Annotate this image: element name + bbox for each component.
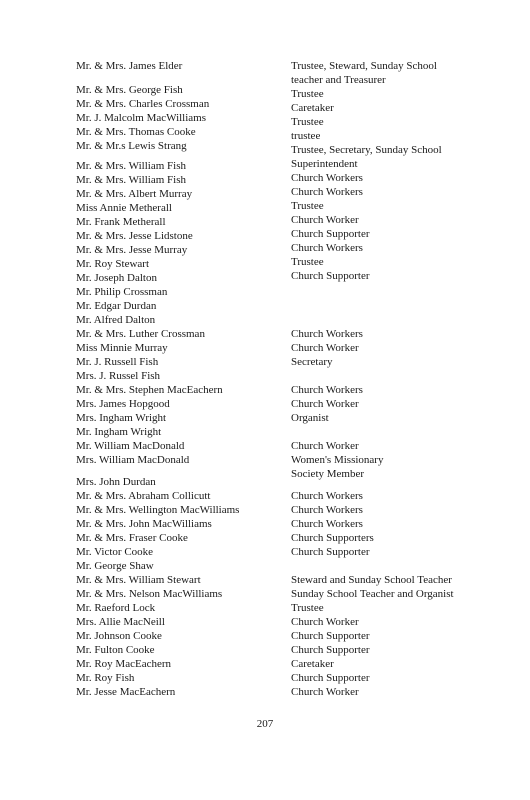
member-name: Mr. & Mrs. Jesse Murray [76,244,188,256]
member-role: Trustee [291,116,324,128]
member-name: Mr. Jesse MacEachern [76,686,176,698]
member-name: Mr. & Mrs. Wellington MacWilliams [76,504,240,516]
member-name: Mr. & Mr.s Lewis Strang [76,140,187,152]
member-name: Mr. Roy Fish [76,672,135,684]
member-role: Trustee [291,256,324,268]
member-name: Mr. & Mrs. Abraham Collicutt [76,490,211,502]
member-name: Mr. George Shaw [76,560,154,572]
member-name: Mr. Philip Crossman [76,286,168,298]
member-role: Church Workers [291,186,363,198]
member-name: Miss Annie Metherall [76,202,172,214]
member-name: Mr. J. Russell Fish [76,356,159,368]
member-name: Mr. Victor Cooke [76,546,154,558]
member-name: Mr. & Mrs. James Elder [76,60,183,72]
member-name: Mr. William MacDonald [76,440,185,452]
member-role: Church Supporter [291,644,370,656]
member-name: Mr. & Mrs. Albert Murray [76,188,193,200]
member-role: trustee [291,130,321,142]
member-name: Mr. J. Malcolm MacWilliams [76,112,207,124]
member-name: Mr. & Mrs. Luther Crossman [76,328,205,340]
member-role: Church Supporter [291,546,370,558]
member-name: Mrs. Allie MacNeill [76,616,165,628]
member-role: Trustee, Secretary, Sunday School [291,144,442,156]
member-role: Church Worker [291,342,359,354]
member-name: Mr. Alfred Dalton [76,314,156,326]
member-name: Mrs. Ingham Wright [76,412,167,424]
member-role: Organist [291,412,329,424]
member-role: Church Workers [291,172,363,184]
member-role: Church Worker [291,686,359,698]
member-name: Mr. & Mrs. Nelson MacWilliams [76,588,223,600]
member-name: Mr. Joseph Dalton [76,272,157,284]
member-role: Church Supporter [291,228,370,240]
member-role: Church Workers [291,384,363,396]
member-name: Mr. Fulton Cooke [76,644,155,656]
member-role: Sunday School Teacher and Organist [291,588,454,600]
member-name: Mr. Johnson Cooke [76,630,162,642]
member-name: Mrs. J. Russel Fish [76,370,161,382]
member-name: Mr. & Mrs. Fraser Cooke [76,532,188,544]
member-role: Church Worker [291,398,359,410]
member-role: Secretary [291,356,333,368]
member-role: Trustee, Steward, Sunday School [291,60,437,72]
member-role: Church Worker [291,440,359,452]
member-name: Mr. Ingham Wright [76,426,162,438]
member-role: Trustee [291,200,324,212]
member-role: Church Supporters [291,532,374,544]
member-name: Mr. Raeford Lock [76,602,156,614]
member-role: Church Workers [291,328,363,340]
member-name: Mr. Frank Metherall [76,216,166,228]
member-role: Society Member [291,468,365,480]
member-role: teacher and Treasurer [291,74,386,86]
member-name: Mr. & Mrs. Charles Crossman [76,98,210,110]
member-role: Superintendent [291,158,358,170]
member-name: Miss Minnie Murray [76,342,168,354]
member-role: Church Worker [291,214,359,226]
member-name: Mr. Roy MacEachern [76,658,171,670]
member-name: Mr. & Mrs. William Fish [76,174,186,186]
member-role: Trustee [291,88,324,100]
member-role: Church Supporter [291,672,370,684]
member-role: Church Workers [291,504,363,516]
member-role: Church Supporter [291,630,370,642]
member-role: Church Supporter [291,270,370,282]
member-name: Mr. & Mrs. Thomas Cooke [76,126,196,138]
member-name: Mrs. John Durdan [76,476,156,488]
member-name: Mr. & Mrs. Jesse Lidstone [76,230,193,242]
member-name: Mr. & Mrs. Stephen MacEachern [76,384,223,396]
member-role: Steward and Sunday School Teacher [291,574,452,586]
member-name: Mr. & Mrs. John MacWilliams [76,518,212,530]
member-role: Caretaker [291,658,334,670]
page-number: 207 [256,718,274,730]
member-role: Church Workers [291,490,363,502]
member-role: Women's Missionary [291,454,384,466]
member-name: Mrs. William MacDonald [76,454,190,466]
member-name: Mr. & Mrs. William Fish [76,160,186,172]
member-role: Church Worker [291,616,359,628]
member-name: Mrs. James Hopgood [76,398,170,410]
member-role: Caretaker [291,102,334,114]
member-role: Trustee [291,602,324,614]
member-name: Mr. Edgar Durdan [76,300,157,312]
member-name: Mr. & Mrs. William Stewart [76,574,201,586]
member-role: Church Workers [291,242,363,254]
member-role: Church Workers [291,518,363,530]
member-name: Mr. Roy Stewart [76,258,150,270]
member-name: Mr. & Mrs. George Fish [76,84,183,96]
